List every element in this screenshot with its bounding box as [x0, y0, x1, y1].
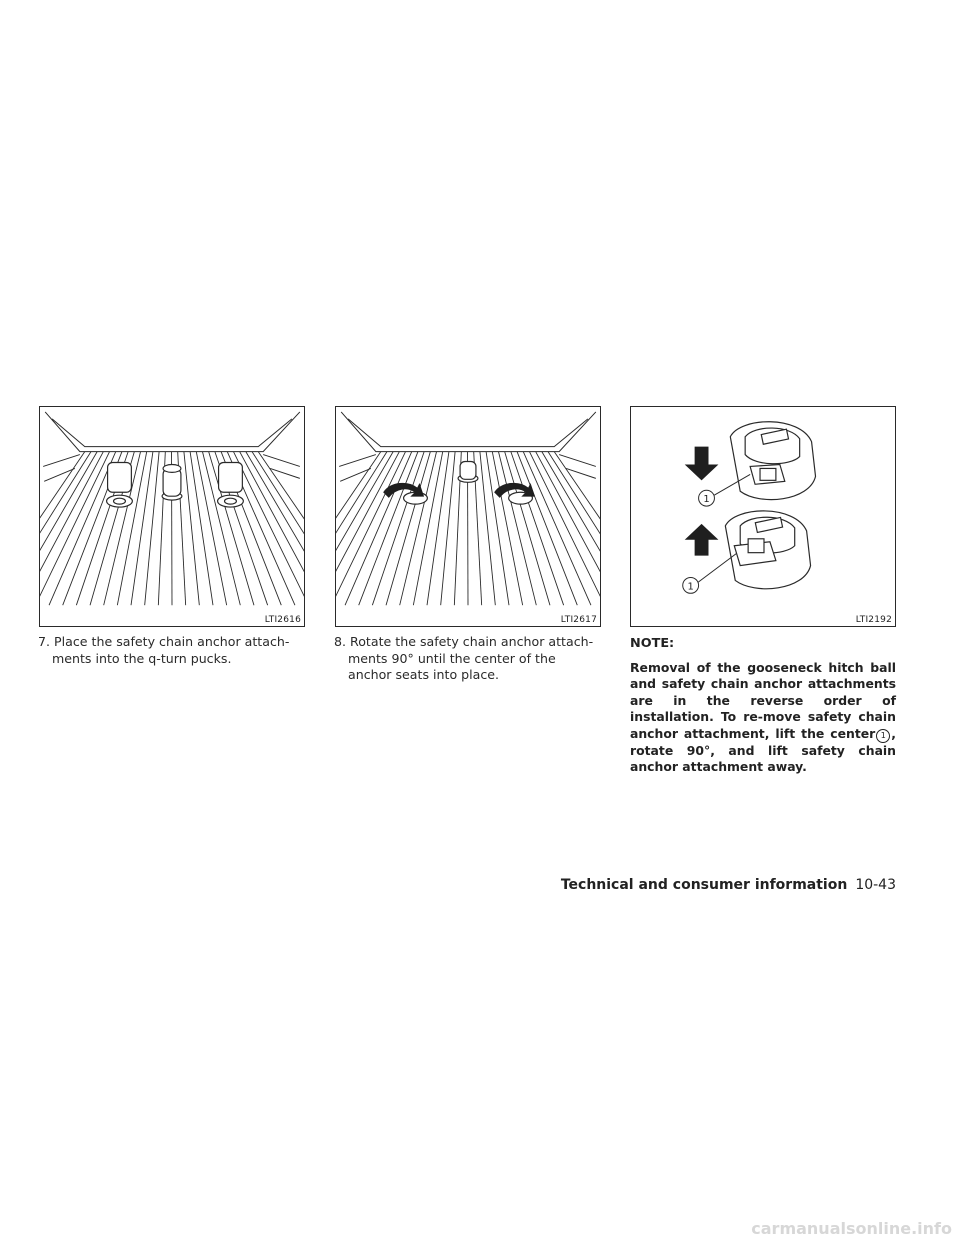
callout-marker: 1 [876, 729, 890, 743]
figure-id: LTI2616 [264, 615, 301, 625]
section-title: Technical and consumer information [560, 877, 848, 893]
watermark: carmanualsonline.info [751, 1219, 952, 1238]
step-text: Rotate the safety chain anchor attach-ments 90° until the center of the anchor seats into place. [348, 634, 594, 682]
figure-id: LTI2192 [855, 615, 892, 625]
truck-bed-illustration-1 [40, 407, 304, 626]
step-number: 7. [38, 634, 51, 649]
step-text: Place the safety chain anchor attach-ments into the q-turn pucks. [52, 634, 290, 666]
lift-up-arrow-icon [685, 524, 719, 556]
step-8 [334, 634, 602, 684]
step-number: 8. [334, 634, 347, 649]
figure-anchor-removal [630, 406, 896, 627]
page-footer [561, 877, 896, 893]
note-text-before: Removal of the gooseneck hitch ball and safety chain anchor attachments are in the reverse order of installation. To re-move safety chain anchor attachment, lift the center [630, 660, 896, 741]
note-title: NOTE: [630, 636, 675, 651]
note-text-after: , rotate 90°, and lift safety chain anchor attachment away. [630, 725, 896, 775]
step-7 [38, 634, 306, 667]
figure-anchor-rotation [335, 406, 601, 627]
page-number: 10-43 [855, 877, 896, 893]
truck-bed-illustration-2 [336, 407, 600, 626]
anchor-attachment-illustration [631, 407, 895, 626]
figure-anchor-placement [39, 406, 305, 627]
callout-1-top: 1 [703, 494, 710, 506]
push-down-arrow-icon [685, 447, 719, 481]
figure-id: LTI2617 [560, 615, 597, 625]
callout-1-bottom: 1 [687, 581, 694, 593]
note-body [630, 660, 896, 775]
